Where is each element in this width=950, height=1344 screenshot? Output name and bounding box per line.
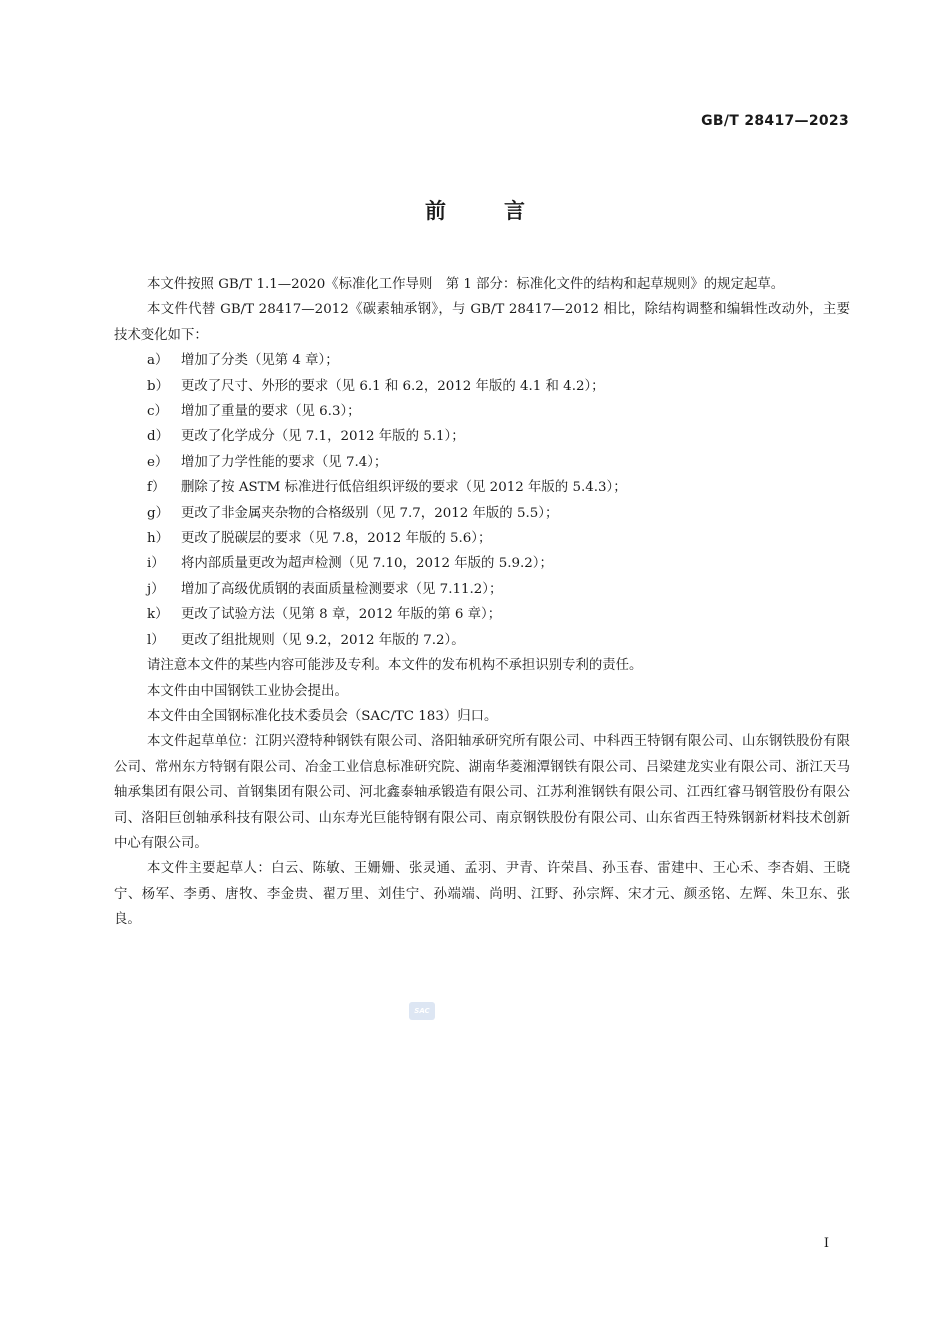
list-item bbox=[114, 501, 850, 526]
paragraph-main-drafters: 本文件主要起草人：白云、陈敏、王姗姗、张灵通、孟羽、尹青、许荣昌、孙玉春、雷建中、王心禾、李杏娟、王晓宁、杨军、李勇、唐牧、李金贵、翟万里、刘佳宁、孙端端、尚明、江野、孙宗辉、宋才元、颜丞铭、左辉、朱卫东、张良。 bbox=[114, 861, 850, 928]
changes-list bbox=[114, 348, 850, 653]
list-item-text: 增加了力学性能的要求（见 7.4）； bbox=[181, 454, 388, 470]
paragraph-replaces: 本文件代替 GB/T 28417—2012《碳素轴承钢》，与 GB/T 28417—2012 相比，除结构调整和编辑性改动外，主要技术变化如下： bbox=[114, 302, 850, 343]
list-item bbox=[114, 577, 850, 602]
list-item-text: 更改了化学成分（见 7.1，2012 年版的 5.1）； bbox=[181, 429, 465, 445]
list-item-label: k） bbox=[147, 607, 169, 623]
title-char-right: 言 bbox=[504, 199, 525, 223]
list-item-text: 增加了重量的要求（见 6.3）； bbox=[181, 404, 361, 420]
list-item-text: 增加了分类（见第 4 章）； bbox=[181, 353, 339, 369]
list-item bbox=[114, 450, 850, 475]
list-item-label: f） bbox=[147, 480, 166, 496]
list-item bbox=[114, 602, 850, 627]
list-item bbox=[114, 526, 850, 551]
list-item-label: c） bbox=[147, 404, 168, 420]
standard-code: GB/T 28417—2023 bbox=[701, 113, 849, 129]
list-item-label: e） bbox=[147, 454, 169, 470]
list-item bbox=[114, 475, 850, 500]
paragraph-proposed-by: 本文件由中国钢铁工业协会提出。 bbox=[147, 683, 348, 699]
paragraph-drafting-rules: 本文件按照 GB/T 1.1—2020《标准化工作导则 第 1 部分：标准化文件的结构和起草规则》的规定起草。 bbox=[147, 277, 785, 292]
list-item-label: b） bbox=[147, 378, 169, 394]
paragraph-drafting-organizations: 本文件起草单位：江阴兴澄特种钢铁有限公司、洛阳轴承研究所有限公司、中科西王特钢有限公司、山东钢铁股份有限公司、常州东方特钢有限公司、冶金工业信息标准研究院、湖南华菱湘潭钢铁有限公司、吕梁建龙实业有限公司、浙江天马轴承集团有限公司、首钢集团有限公司、河北鑫泰轴承锻造有限公司、江苏利淮钢铁有限公司、江西红睿马钢管股份有限公司、洛阳巨创轴承科技有限公司、山东寿光巨能特钢有限公司、南京钢铁股份有限公司、山东省西王特殊钢新材料技术创新中心有限公司。 bbox=[114, 734, 850, 851]
list-item-text: 删除了按 ASTM 标准进行低倍组织评级的要求（见 2012 年版的 5.4.3）； bbox=[181, 480, 627, 496]
page-number: I bbox=[823, 1236, 829, 1251]
list-item-text: 更改了非金属夹杂物的合格级别（见 7.7，2012 年版的 5.5）； bbox=[181, 505, 559, 521]
list-item-text: 更改了试验方法（见第 8 章，2012 年版的第 6 章）； bbox=[181, 607, 502, 623]
paragraph-patent-notice: 请注意本文件的某些内容可能涉及专利。本文件的发布机构不承担识别专利的责任。 bbox=[147, 658, 643, 674]
list-item-label: h） bbox=[147, 531, 170, 547]
list-item-label: l） bbox=[147, 632, 165, 648]
list-item bbox=[114, 348, 850, 373]
list-item-text: 增加了高级优质钢的表面质量检测要求（见 7.11.2）； bbox=[181, 581, 503, 597]
list-item-text: 更改了尺寸、外形的要求（见 6.1 和 6.2，2012 年版的 4.1 和 4.2）； bbox=[181, 378, 605, 394]
list-item-text: 更改了脱碳层的要求（见 7.8，2012 年版的 5.6）； bbox=[181, 531, 492, 547]
list-item bbox=[114, 424, 850, 449]
title-char-left: 前 bbox=[425, 199, 446, 223]
list-item bbox=[114, 374, 850, 399]
list-item bbox=[114, 551, 850, 576]
foreword-body bbox=[114, 272, 850, 933]
list-item-label: i） bbox=[147, 556, 165, 572]
list-item bbox=[114, 628, 850, 653]
sac-watermark-logo: SAC bbox=[409, 1002, 435, 1020]
list-item-label: a） bbox=[147, 353, 169, 369]
list-item-label: g） bbox=[147, 505, 169, 521]
list-item-text: 更改了组批规则（见 9.2，2012 年版的 7.2）。 bbox=[181, 632, 465, 648]
list-item-label: j） bbox=[147, 581, 165, 597]
list-item-label: d） bbox=[147, 429, 169, 445]
list-item bbox=[114, 399, 850, 424]
paragraph-under-jurisdiction: 本文件由全国钢标准化技术委员会（SAC/TC 183）归口。 bbox=[147, 708, 498, 724]
list-item-text: 将内部质量更改为超声检测（见 7.10，2012 年版的 5.9.2）； bbox=[181, 556, 553, 572]
page-title bbox=[0, 195, 950, 225]
